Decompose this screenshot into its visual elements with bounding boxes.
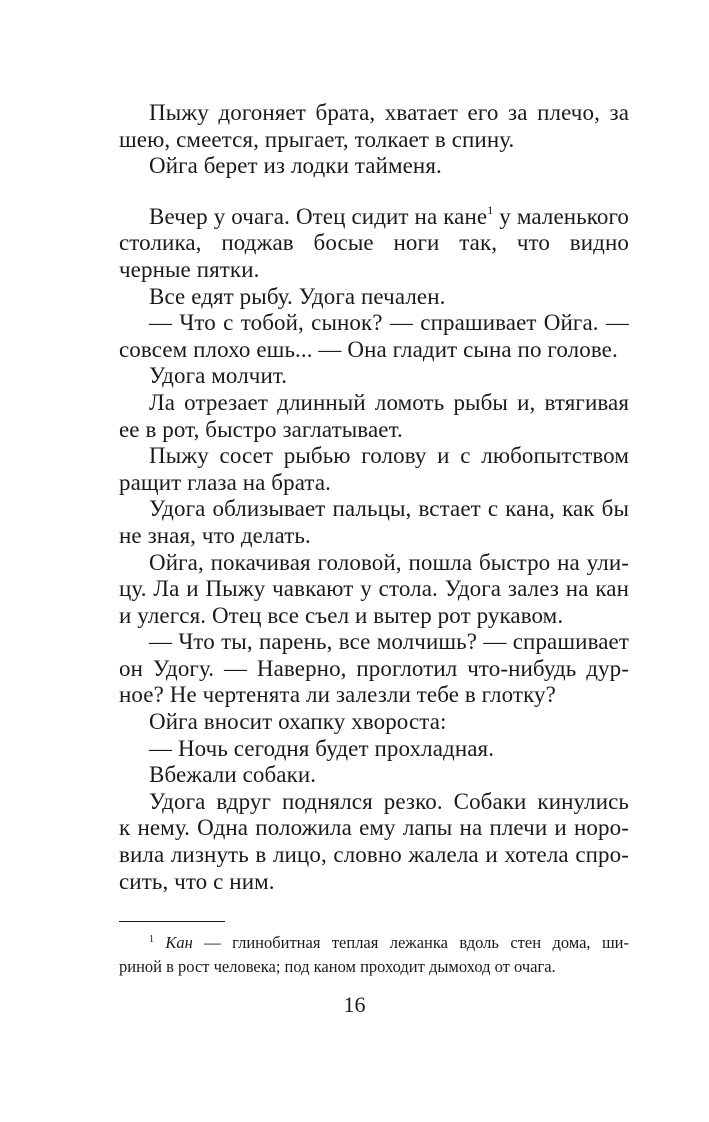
text-line: — Что ты, парень, все молчишь? — спрашивает [149,629,629,655]
text-line: ращит глаза на брата. [119,469,331,495]
text-line: Вбежали собаки. [149,762,317,788]
text-line: и улегся. Отец все съел и вытер рот рукавом. [119,602,564,628]
text-line: Все едят рыбу. Удога печален. [149,283,446,309]
footnote-text: — глинобитная теплая лежанка вдоль стен дома, ши- [192,933,629,952]
text-line: Ойга берет из лодки тайменя. [149,153,442,179]
text-fragment: Вечер у очага. Отец сидит на кане [149,203,488,229]
text-line: вила лизнуть в лицо, словно жалела и хотела спро- [119,842,629,868]
main-text [119,100,629,895]
text-line: сить, что с ним. [119,868,275,894]
text-line: Удога вдруг поднялся резко. Собаки кинулись [149,788,629,814]
footnote [119,931,629,979]
footnote-line [119,931,629,955]
footnote-mark: 1 [149,934,154,945]
text-line: Ла отрезает длинный ломоть рыбы и, втягивая [149,389,629,415]
text-line [119,204,629,231]
page-number: 16 [343,992,366,1017]
text-line: Пыжу догоняет брата, хватает его за плечо, за [149,100,629,125]
text-line: совсем плохо ешь... — Она гладит сына по голове. [119,336,618,362]
section-break [119,180,629,204]
footnote-divider [119,921,225,922]
text-line: Ойга, покачивая головой, пошла быстро на ули- [149,549,629,575]
text-line: не зная, что делать. [119,522,311,548]
text-line: черные пятки. [119,256,260,282]
text-line: — Ночь сегодня будет прохладная. [149,735,495,761]
footnote-ref[interactable]: 1 [487,203,494,217]
text-line: столика, поджав босые ноги так, что видно [119,230,629,256]
text-line: Удога облизывает пальцы, встает с кана, как бы [149,496,629,522]
text-fragment: у маленького [499,203,629,229]
text-line: к нему. Одна положила ему лапы на плечи и норо- [119,815,629,841]
text-line: он Удогу. — Наверно, проглотил что-нибудь дур- [119,655,629,681]
text-line: ное? Не чертенята ли залезли тебе в глотку? [119,682,556,708]
footnote-term: Кан [165,933,193,952]
text-line: Удога молчит. [149,363,288,389]
text-line: шею, смеется, прыгает, толкает в спину. [119,126,515,152]
text-line: ее в рот, быстро заглатывает. [119,416,403,442]
text-line: — Что с тобой, сынок? — спрашивает Ойга. — [149,310,629,336]
text-line: Ойга вносит охапку хвороста: [149,709,447,735]
footnote-line: риной в рост человека; под каном проходит дымоход от очага. [119,957,556,976]
text-line: цу. Ла и Пыжу чавкают у стола. Удога залез на кан [119,576,629,602]
text-line: Пыжу сосет рыбью голову и с любопытством [149,443,629,469]
